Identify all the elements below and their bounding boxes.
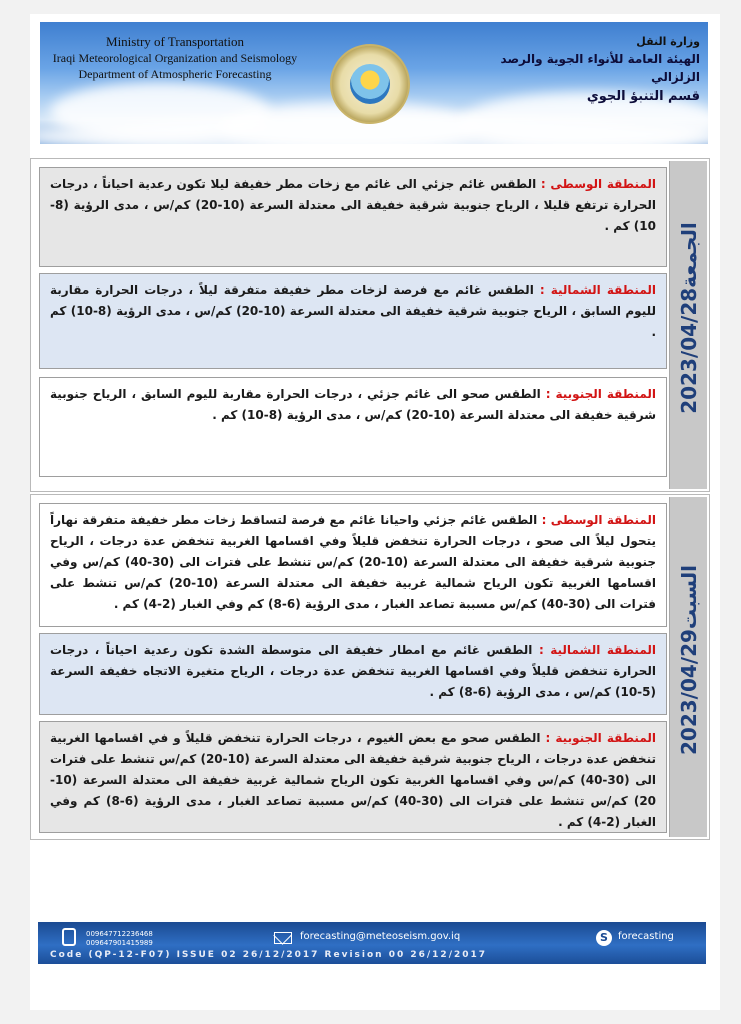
phone-icon	[62, 928, 76, 946]
phone-numbers	[86, 930, 153, 948]
phone-number: 009647712236468	[86, 930, 153, 938]
region-south-day1	[39, 377, 667, 477]
region-forecast-text: الطقس غائم جزئي واحيانا غائم مع فرصة لتساقط زخات مطر خفيفة متفرقة نهاراً يتحول ليلاً الى صحو ، درجات الحرارة تنخفض قليلاً وفي اقسامها الغربية تنخفض عدة درجات ، الرياح جنوبية شرقية خفيفة الى معتدلة السرعة (10-20) كم/س تنشط على فترات الى (30-40) كم/س وفي اقسامها الغربية تكون الرياح شمالية غربية خفيفة الى معتدلة السرعة (10-20) كم/س تنشط على فترات الى (30-40) كم/س مسببة تصاعد الغبار ، مدى الرؤية (6-8) كم وفي الغبار (2-4) كم .	[50, 513, 656, 611]
email-link[interactable]: forecasting@meteoseism.gov.iq	[300, 931, 461, 942]
region-forecast-text: الطقس غائم مع فرصة لزخات مطر خفيفة متفرقة ليلاً ، درجات الحرارة مقاربة لليوم السابق ، الرياح جنوبية شرقية خفيفة الى معتدلة السرعة (10-20) كم/س ، مدى الرؤية (8-10) كم .	[50, 283, 656, 339]
organization-name-arabic: الهيئة العامة للأنواء الجوية والرصد الزلزالي	[500, 52, 700, 84]
header-arabic	[470, 34, 700, 108]
day-side-label	[669, 161, 707, 489]
footer-bar	[38, 922, 706, 964]
region-name: المنطقة الوسطى :	[541, 513, 657, 527]
day-date: 2023/04/28	[676, 287, 701, 414]
header-banner	[40, 22, 708, 144]
region-name: المنطقة الجنوبية :	[545, 731, 656, 745]
skype-handle[interactable]: forecasting	[618, 931, 674, 942]
ministry-name-arabic: وزارة النقل	[636, 35, 700, 48]
department-name: Department of Atmospheric Forecasting	[78, 67, 272, 81]
region-name: المنطقة الجنوبية :	[545, 387, 656, 401]
header-english	[40, 34, 310, 82]
region-forecast-text: الطقس صحو الى غائم جزئي ، درجات الحرارة مقاربة لليوم السابق ، الرياح جنوبية شرقية خفيفة الى معتدلة السرعة (10-20) كم/س ، مدى الرؤية (8-10) كم .	[50, 387, 656, 422]
logo-emblem-icon	[350, 64, 390, 104]
day-name: الجمعة	[676, 222, 701, 288]
forecast-day-1	[30, 158, 710, 492]
region-forecast-text: الطقس صحو مع بعض الغيوم ، درجات الحرارة تنخفض قليلاً و في اقسامها الغربية تنخفض عدة درجات ، الرياح جنوبية شرقية خفيفة الى معتدلة السرعة (10-20) كم/س تنشط على فترات الى (30-40) كم/س وفي اقسامها الغربية تكون الرياح شمالية غربية خفيفة الى معتدلة السرعة (10-20) كم/س تنشط على فترات الى (30-40) كم/س مسببة تصاعد الغبار ، مدى الرؤية (6-8) كم وفي الغبار (2-4) كم .	[50, 731, 657, 829]
day-date: 2023/04/29	[676, 629, 701, 755]
region-north-day2	[39, 633, 667, 715]
ministry-name: Ministry of Transportation	[106, 34, 244, 49]
region-name: المنطقة الشمالية :	[538, 643, 656, 657]
region-south-day2	[39, 721, 667, 833]
region-central-day2	[39, 503, 667, 627]
department-name-arabic: قسم التنبؤ الجوي	[586, 89, 700, 104]
document-code: Code (QP-12-F07) ISSUE 02 26/12/2017 Revision 00 26/12/2017	[50, 950, 488, 960]
region-name: المنطقة الوسطى :	[540, 177, 657, 191]
forecast-day-2	[30, 494, 710, 840]
mail-icon	[274, 932, 292, 944]
organization-name: Iraqi Meteorological Organization and Seismology	[52, 51, 298, 65]
region-forecast-text: الطقس غائم جزئي الى غائم مع زخات مطر خفيفة ليلا تكون رعدية احياناً ، درجات الحرارة ترتفع قليلا ، الرياح جنوبية شرقية خفيفة الى معتدلة السرعة (10-20) كم/س ، مدى الرؤية (8-10) كم .	[50, 177, 657, 233]
region-north-day1	[39, 273, 667, 369]
region-name: المنطقة الشمالية :	[539, 283, 656, 297]
organization-logo	[330, 44, 410, 124]
phone-number: 009647901415989	[86, 939, 153, 947]
skype-icon: S	[596, 930, 612, 946]
region-forecast-text: الطقس غائم مع امطار خفيفة الى متوسطة الشدة تكون رعدية احياناً ، درجات الحرارة تنخفض قليلاً وفي اقسامها الغربية تنخفض عدة درجات ، الرياح متغيرة الاتجاه خفيفة السرعة (5-10) كم/س ، مدى الرؤية (6-8) كم .	[50, 643, 656, 699]
day-name: السبت	[676, 565, 701, 630]
region-central-day1	[39, 167, 667, 267]
day-side-label	[669, 497, 707, 837]
